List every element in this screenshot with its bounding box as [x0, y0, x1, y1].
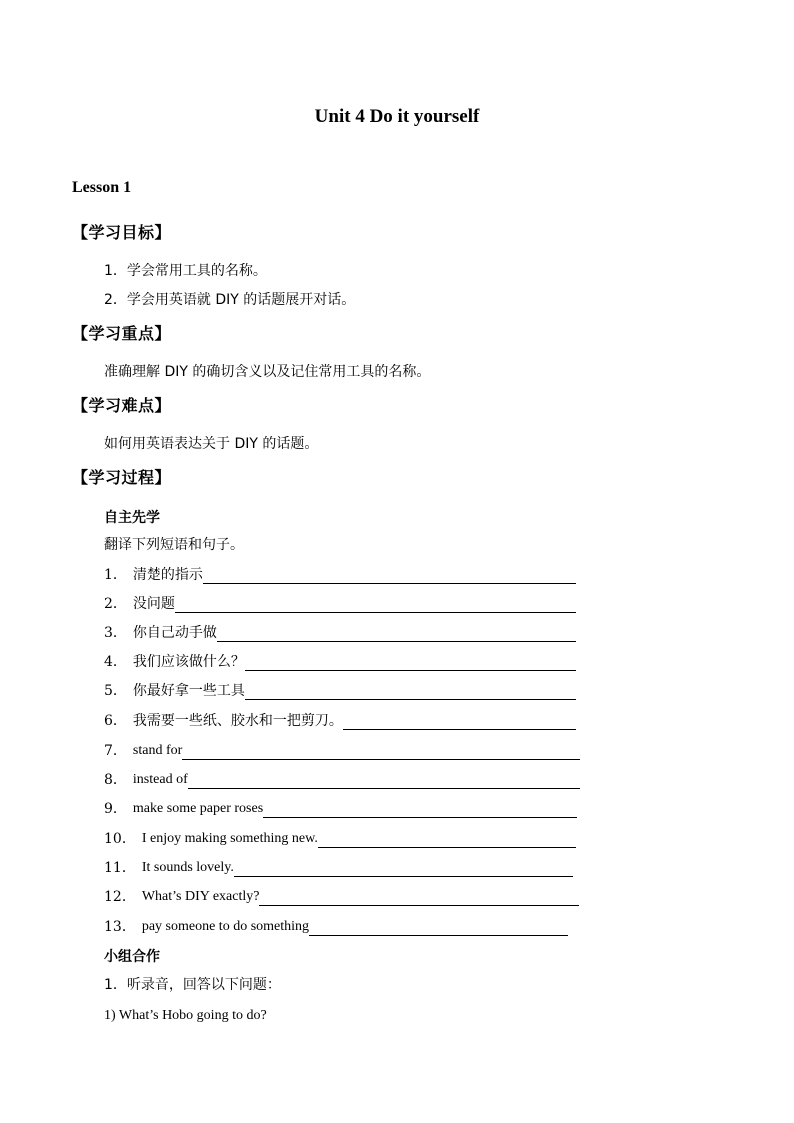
- item-number: 3．: [104, 625, 127, 641]
- answer-blank[interactable]: [234, 863, 573, 877]
- answer-blank[interactable]: [259, 892, 579, 906]
- item-number: 9．: [104, 801, 127, 817]
- answer-blank[interactable]: [217, 628, 576, 642]
- item-text: What’s DIY exactly?: [141, 889, 260, 904]
- item-number: 11．: [104, 860, 136, 876]
- process-heading: 【学习过程】: [72, 468, 172, 487]
- item-text: I enjoy making something new.: [141, 831, 318, 846]
- translation-item: [104, 859, 573, 877]
- translation-item: [104, 682, 576, 700]
- difficulties-heading: 【学习难点】: [72, 396, 172, 415]
- item-text: pay someone to do something: [141, 919, 310, 934]
- item-text: 没问题: [132, 596, 175, 612]
- answer-blank[interactable]: [245, 686, 576, 700]
- question-1: 1) What’s Hobo going to do?: [104, 1008, 267, 1023]
- answer-blank[interactable]: [343, 716, 576, 730]
- difficulties-text: 如何用英语表达关于 DIY 的话题。: [104, 436, 319, 452]
- item-text: It sounds lovely.: [141, 860, 234, 875]
- item-text: 清楚的指示: [132, 567, 203, 583]
- translation-item: [104, 712, 576, 730]
- lesson-label: Lesson 1: [72, 179, 132, 196]
- translation-item: [104, 830, 576, 848]
- item-text: instead of: [132, 772, 188, 787]
- item-number: 10．: [104, 831, 136, 847]
- answer-blank[interactable]: [175, 599, 576, 613]
- answer-blank[interactable]: [309, 922, 568, 936]
- item-text: stand for: [132, 743, 183, 758]
- item-number: 8．: [104, 772, 127, 788]
- listen-instruction: 1．听录音，回答以下问题：: [104, 977, 281, 993]
- item-text: 你自己动手做: [132, 625, 217, 641]
- key-points-heading: 【学习重点】: [72, 324, 172, 343]
- item-text: 我需要一些纸、胶水和一把剪刀。: [132, 713, 343, 729]
- item-number: 5．: [104, 683, 127, 699]
- item-number: 13．: [104, 919, 136, 935]
- item-number: 6．: [104, 713, 127, 729]
- item-text: make some paper roses: [132, 801, 264, 816]
- item-text: 我们应该做什么？: [132, 654, 245, 670]
- page-title: Unit 4 Do it yourself: [314, 106, 480, 127]
- objectives-heading: 【学习目标】: [72, 223, 172, 242]
- answer-blank[interactable]: [318, 834, 576, 848]
- translation-item: [104, 771, 580, 789]
- objective-item: 1．学会常用工具的名称。: [104, 263, 267, 279]
- instruction-text: 翻译下列短语和句子。: [104, 537, 244, 553]
- self-study-label: 自主先学: [104, 510, 160, 526]
- answer-blank[interactable]: [203, 570, 576, 584]
- answer-blank[interactable]: [188, 775, 580, 789]
- translation-item: [104, 918, 568, 936]
- translation-item: [104, 888, 579, 906]
- item-number: 7．: [104, 743, 127, 759]
- answer-blank[interactable]: [182, 746, 580, 760]
- group-work-label: 小组合作: [104, 949, 160, 965]
- translation-item: [104, 800, 577, 818]
- translation-item: [104, 742, 580, 760]
- item-number: 2．: [104, 596, 127, 612]
- translation-item: [104, 566, 576, 584]
- translation-item: [104, 624, 576, 642]
- item-number: 12．: [104, 889, 136, 905]
- item-number: 1．: [104, 567, 127, 583]
- translation-item: [104, 595, 576, 613]
- answer-blank[interactable]: [245, 657, 576, 671]
- key-points-text: 准确理解 DIY 的确切含义以及记住常用工具的名称。: [104, 364, 431, 380]
- objective-item: 2．学会用英语就 DIY 的话题展开对话。: [104, 292, 356, 308]
- answer-blank[interactable]: [263, 804, 577, 818]
- translation-item: [104, 653, 576, 671]
- item-number: 4．: [104, 654, 127, 670]
- item-text: 你最好拿一些工具: [132, 683, 245, 699]
